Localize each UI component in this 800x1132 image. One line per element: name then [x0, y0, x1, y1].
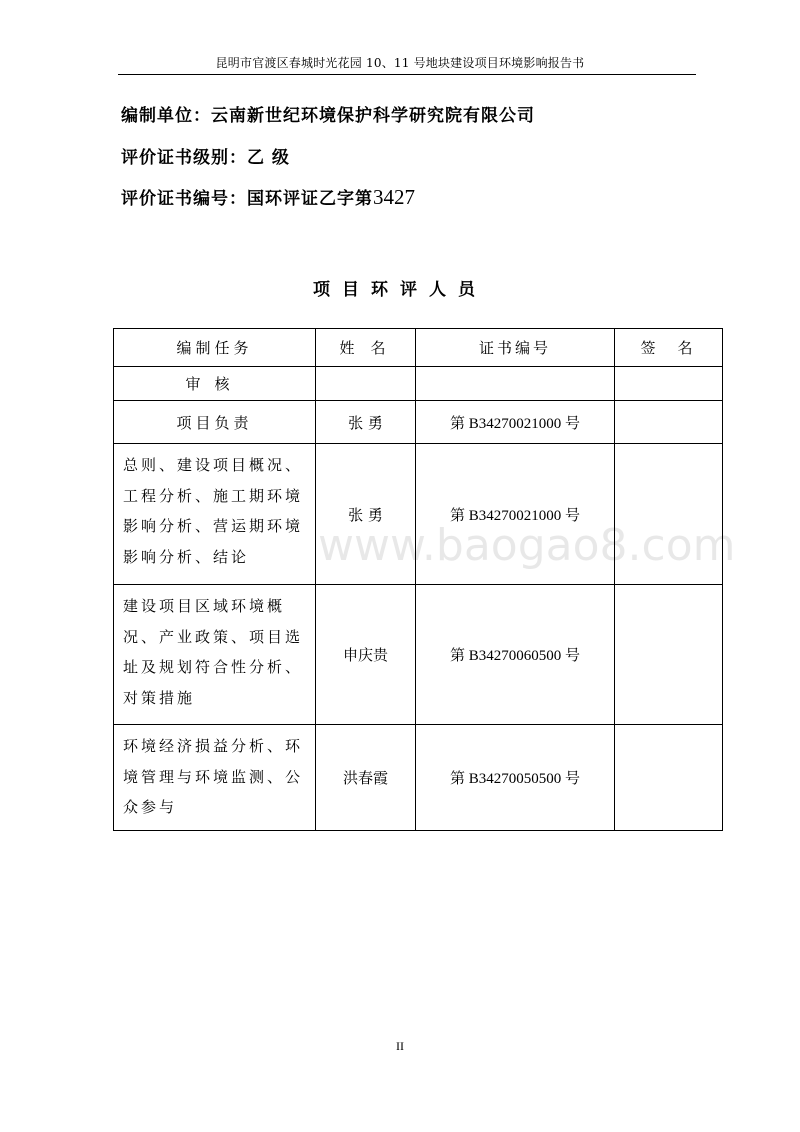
name-cell: 洪春霞 — [316, 725, 416, 831]
certificate-level-label: 评价证书级别： — [121, 148, 247, 168]
task-cell: 总则、建设项目概况、工程分析、施工期环境影响分析、营运期环境影响分析、结论 — [114, 444, 316, 585]
task-cell: 审核 — [114, 367, 316, 401]
page-number: II — [396, 1039, 404, 1053]
sign-cell — [615, 585, 723, 725]
table-row — [114, 367, 723, 401]
sign-cell — [615, 725, 723, 831]
header-name: 姓名 — [316, 329, 416, 367]
cert-cell: 第 B34270021000 号 — [416, 444, 615, 585]
certificate-level-value: 乙 级 — [247, 148, 290, 168]
personnel-table — [113, 328, 723, 831]
name-cell — [316, 367, 416, 401]
sign-cell — [615, 367, 723, 401]
certificate-number-value: 国环评证乙字第 — [247, 189, 373, 209]
section-title: 项目环评人员 — [313, 280, 487, 300]
certificate-number-label: 评价证书编号： — [121, 189, 247, 209]
table-row — [114, 401, 723, 444]
watermark: www.baogao8.com — [318, 520, 736, 571]
certificate-number-digits: 3427 — [373, 185, 415, 209]
table-header-row — [114, 329, 723, 367]
name-cell: 申庆贵 — [316, 585, 416, 725]
table-row — [114, 725, 723, 831]
header-task: 编制任务 — [114, 329, 316, 367]
task-cell: 建设项目区域环境概况、产业政策、项目选址及规划符合性分析、对策措施 — [114, 585, 316, 725]
cert-cell — [416, 367, 615, 401]
certificate-number-line — [121, 184, 415, 210]
cert-cell: 第 B34270021000 号 — [416, 401, 615, 444]
name-cell: 张 勇 — [316, 401, 416, 444]
header-cert: 证书编号 — [416, 329, 615, 367]
name-cell: 张 勇 — [316, 444, 416, 585]
header-divider — [118, 74, 696, 75]
table-row — [114, 585, 723, 725]
cert-cell: 第 B34270050500 号 — [416, 725, 615, 831]
task-cell: 项目负责 — [114, 401, 316, 444]
task-cell: 环境经济损益分析、环境管理与环境监测、公众参与 — [114, 725, 316, 831]
header-sign: 签名 — [615, 329, 723, 367]
certificate-level-line — [121, 143, 290, 168]
compiling-unit-label: 编制单位： — [121, 106, 211, 126]
compiling-unit-value: 云南新世纪环境保护科学研究院有限公司 — [211, 106, 535, 126]
compiling-unit-line — [121, 101, 535, 126]
running-header: 昆明市官渡区春城时光花园 10、11 号地块建设项目环境影响报告书 — [215, 56, 585, 70]
cert-cell: 第 B34270060500 号 — [416, 585, 615, 725]
sign-cell — [615, 401, 723, 444]
